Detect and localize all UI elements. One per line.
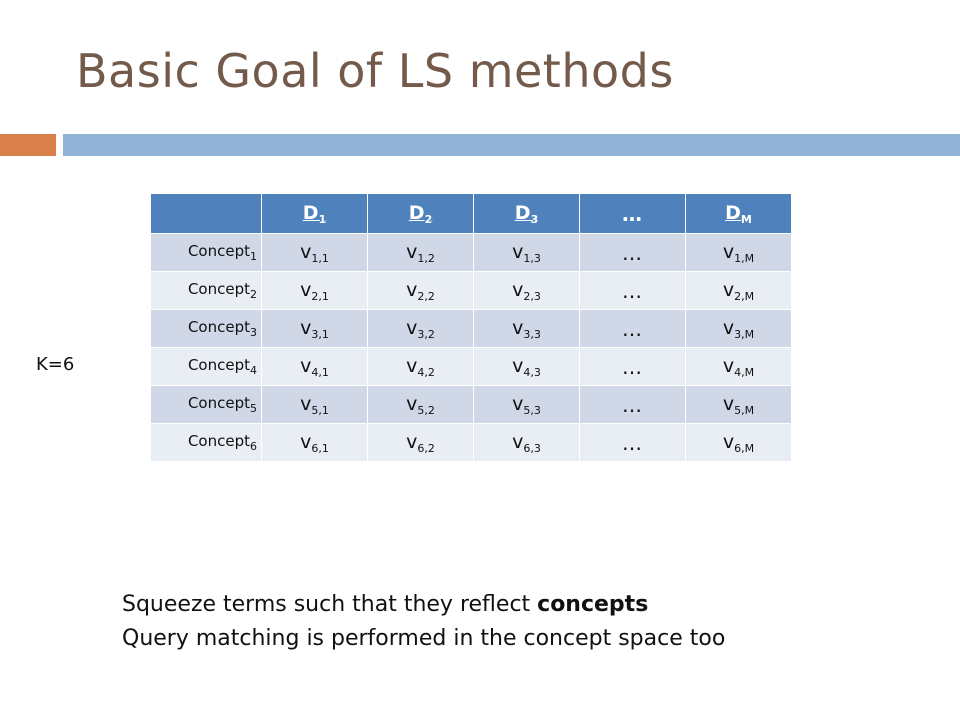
table-cell: $v_{2,3}$ [474,272,580,310]
concept-document-table [150,193,792,462]
table-row [151,348,792,386]
bold-concepts: concepts [537,592,649,617]
accent-bar-blue [63,134,960,156]
table-cell: $v_{1,3}$ [474,234,580,272]
k-label: K=6 [36,354,75,375]
table-cell: $v_{2,M}$ [686,272,792,310]
table-cell: $v_{4,2}$ [368,348,474,386]
table-cell: $v_{6,2}$ [368,424,474,462]
table-header-row [151,194,792,234]
table-cell: $v_{4,M}$ [686,348,792,386]
column-header-d1: $D_1$ [262,194,368,234]
slide-title: Basic Goal of LS methods [76,44,674,98]
table-row [151,234,792,272]
table-cell: $v_{6,1}$ [262,424,368,462]
table-row [151,424,792,462]
table-cell: $v_{3,3}$ [474,310,580,348]
row-label: Concept$_3$ [151,310,262,348]
bottom-text-block [122,588,725,656]
column-header-dm: $D_M$ [686,194,792,234]
table-cell: $v_{5,2}$ [368,386,474,424]
table-cell: $v_{3,1}$ [262,310,368,348]
row-label: Concept$_1$ [151,234,262,272]
table-cell: $v_{5,1}$ [262,386,368,424]
table-cell-ellipsis: … [580,310,686,348]
table-cell: $v_{6,3}$ [474,424,580,462]
column-header-ellipsis: … [580,194,686,234]
table-corner-cell [151,194,262,234]
table-cell: $v_{3,2}$ [368,310,474,348]
row-label: Concept$_6$ [151,424,262,462]
column-header-d2: $D_2$ [368,194,474,234]
table-row [151,386,792,424]
table-cell-ellipsis: … [580,348,686,386]
table-cell: $v_{4,3}$ [474,348,580,386]
table-cell-ellipsis: … [580,424,686,462]
table-cell-ellipsis: … [580,272,686,310]
table-cell: $v_{3,M}$ [686,310,792,348]
row-label: Concept$_5$ [151,386,262,424]
table-cell: $v_{4,1}$ [262,348,368,386]
table-cell: $v_{2,1}$ [262,272,368,310]
table-cell: $v_{5,M}$ [686,386,792,424]
accent-bar-orange [0,134,56,156]
table-cell: $v_{1,2}$ [368,234,474,272]
table-cell: $v_{1,M}$ [686,234,792,272]
table-cell: $v_{5,3}$ [474,386,580,424]
row-label: Concept$_4$ [151,348,262,386]
table-cell: $v_{6,M}$ [686,424,792,462]
table-cell: $v_{2,2}$ [368,272,474,310]
table-row [151,310,792,348]
table-row [151,272,792,310]
table-cell: $v_{1,1}$ [262,234,368,272]
table-cell-ellipsis: … [580,234,686,272]
bottom-line-1: Squeeze terms such that they reflect concepts [122,592,649,617]
bottom-line-2: Query matching is performed in the concept space too [122,626,726,651]
row-label: Concept$_2$ [151,272,262,310]
table-cell-ellipsis: … [580,386,686,424]
column-header-d3: $D_3$ [474,194,580,234]
